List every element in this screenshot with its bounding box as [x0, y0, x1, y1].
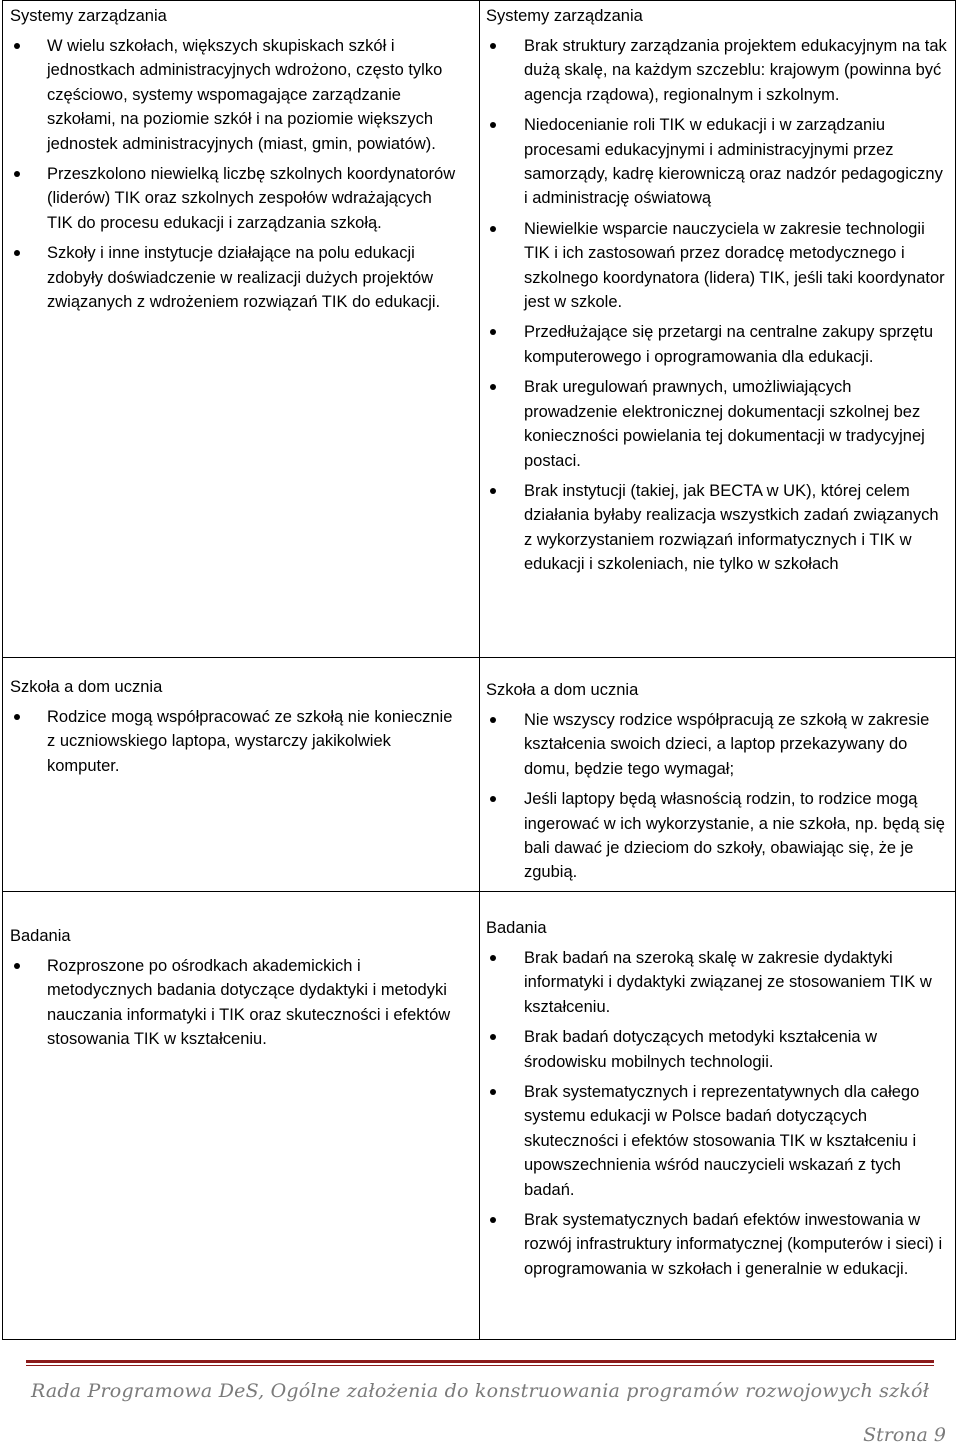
- footer-rule: [26, 1360, 934, 1363]
- list-item-text: Brak badań dotyczących metodyki kształcenia w środowisku mobilnych technologii.: [524, 1028, 878, 1071]
- list-item-text: Szkoły i inne instytucje działające na polu edukacji zdobyły doświadczenie w realizacji dużych projektów związanych z wdrożeniem rozwiązań TIK do edukacji.: [47, 244, 441, 312]
- bullet-icon: [490, 122, 496, 128]
- bullet-list: [10, 34, 460, 314]
- bullet-icon: [490, 488, 496, 494]
- list-item: [486, 34, 948, 107]
- list-item-text: Brak systematycznych i reprezentatywnych dla całego systemu edukacji w Polsce badań dotyczących skuteczności i efektów stosowania TIK w kształceniu i upowszechnienia wśród nauczycieli wskazań z tych badań.: [524, 1083, 920, 1199]
- list-item: [486, 1208, 948, 1281]
- row-divider: [3, 657, 955, 658]
- section-heading: Szkoła a dom ucznia: [10, 678, 163, 696]
- management-right-cell: [486, 6, 948, 583]
- bullet-icon: [490, 1089, 496, 1095]
- list-item: [486, 479, 948, 577]
- list-item: [10, 705, 460, 778]
- bullet-icon: [490, 717, 496, 723]
- home-right-cell: [486, 680, 948, 891]
- list-item: [10, 34, 460, 156]
- list-item-text: Brak uregulowań prawnych, umożliwiających prowadzenie elektronicznej dokumentacji szkolnej bez konieczności powielania tej dokumentacji w tradycyjnej postaci.: [524, 378, 925, 470]
- bullet-icon: [490, 226, 496, 232]
- bullet-icon: [490, 43, 496, 49]
- list-item: [10, 954, 460, 1052]
- list-item: [486, 708, 948, 781]
- bullet-icon: [14, 963, 20, 969]
- bullet-icon: [490, 1217, 496, 1223]
- bullet-list: [486, 34, 948, 577]
- bullet-list: [10, 705, 460, 778]
- bullet-icon: [490, 329, 496, 335]
- list-item: [486, 1025, 948, 1074]
- list-item: [486, 113, 948, 211]
- bullet-icon: [490, 1034, 496, 1040]
- list-item-text: Rodzice mogą współpracować ze szkołą nie koniecznie z uczniowskiego laptopa, wystarczy jakikolwiek komputer.: [47, 708, 453, 775]
- section-heading: Badania: [10, 927, 71, 945]
- list-item: [10, 241, 460, 314]
- section-heading: Badania: [486, 919, 547, 937]
- list-item-text: Przedłużające się przetargi na centralne zakupy sprzętu komputerowego i oprogramowania dla edukacji.: [524, 323, 934, 366]
- section-heading: Systemy zarządzania: [10, 7, 167, 25]
- list-item: [486, 787, 948, 885]
- row-divider: [3, 891, 955, 892]
- list-item-text: W wielu szkołach, większych skupiskach szkół i jednostkach administracyjnych wdrożono, często tylko częściowo, systemy wspomagające zarządzanie szkołami, na poziomie szkół i na poziomie większych jednostek administracyjnych (miast, gmin, powiatów).: [47, 37, 443, 153]
- list-item-text: Brak struktury zarządzania projektem edukacyjnym na tak dużą skalę, na każdym szczeblu: krajowym (powinna być agencja rządowa), regionalnym i szkolnym.: [524, 37, 947, 104]
- column-divider: [479, 1, 480, 1339]
- list-item-text: Przeszkolono niewielką liczbę szkolnych koordynatorów (liderów) TIK oraz szkolnych zespołów wdrażających TIK do procesu edukacji i zarządzania szkołą.: [47, 165, 456, 232]
- page-number: Strona 9: [863, 1424, 946, 1446]
- bullet-list: [486, 946, 948, 1281]
- research-right-cell: [486, 918, 948, 1287]
- bullet-icon: [490, 384, 496, 390]
- list-item: [10, 162, 460, 235]
- footer-rule-thin: [26, 1365, 934, 1366]
- list-item-text: Niedocenianie roli TIK w edukacji i w zarządzaniu procesami edukacyjnymi i administracyjnymi przez samorządy, kadrę kierowniczą oraz nadzór pedagogiczny i administrację oświatową: [524, 116, 943, 208]
- bullet-icon: [14, 250, 20, 256]
- bullet-list: [10, 954, 460, 1052]
- list-item-text: Brak systematycznych badań efektów inwestowania w rozwój infrastruktury informatycznej (komputerów i sieci) i oprogramowania w szkołach i generalnie w edukacji.: [524, 1211, 943, 1278]
- list-item-text: Jeśli laptopy będą własnością rodzin, to rodzice mogą ingerować w ich wykorzystanie, a nie szkoła, np. będą się bali dawać je dzieciom do szkoły, obawiając się, że je zgubią.: [524, 790, 945, 882]
- bullet-icon: [490, 955, 496, 961]
- list-item: [486, 217, 948, 315]
- list-item: [486, 320, 948, 369]
- list-item-text: Brak badań na szeroką skalę w zakresie dydaktyki informatyki i dydaktyki związanej ze stosowaniem TIK w kształceniu.: [524, 949, 932, 1016]
- management-left-cell: [10, 6, 460, 320]
- list-item: [486, 375, 948, 473]
- bullet-list: [486, 708, 948, 885]
- bullet-icon: [14, 714, 20, 720]
- list-item: [486, 1080, 948, 1202]
- home-left-cell: [10, 677, 460, 784]
- list-item-text: Niewielkie wsparcie nauczyciela w zakresie technologii TIK i ich zastosowań przez doradcę metodycznego i szkolnego koordynatora (lidera) TIK, jeśli taki koordynator jest w szkole.: [524, 219, 945, 312]
- list-item-text: Rozproszone po ośrodkach akademickich i metodycznych badania dotyczące dydaktyki i metodyki nauczania informatyki i TIK oraz skuteczności i efektów stosowania TIK w kształceniu.: [47, 957, 451, 1049]
- footer-text: Rada Programowa DeS, Ogólne założenia do konstruowania programów rozwojowych szkół: [30, 1380, 930, 1402]
- section-heading: Systemy zarządzania: [486, 7, 643, 25]
- section-heading: Szkoła a dom ucznia: [486, 681, 639, 699]
- bullet-icon: [14, 171, 20, 177]
- list-item-text: Brak instytucji (takiej, jak BECTA w UK), której celem działania byłaby realizacja wszystkich zadań związanych z wykorzystaniem rozwiązań informatycznych i TIK w edukacji i szkoleniach, nie tylko w szkołach: [524, 481, 939, 574]
- list-item-text: Nie wszyscy rodzice współpracują ze szkołą w zakresie kształcenia swoich dzieci, a laptop przekazywany do domu, będzie tego wymagał;: [524, 711, 930, 778]
- research-left-cell: [10, 926, 460, 1058]
- bullet-icon: [14, 43, 20, 49]
- list-item: [486, 946, 948, 1019]
- bullet-icon: [490, 796, 496, 802]
